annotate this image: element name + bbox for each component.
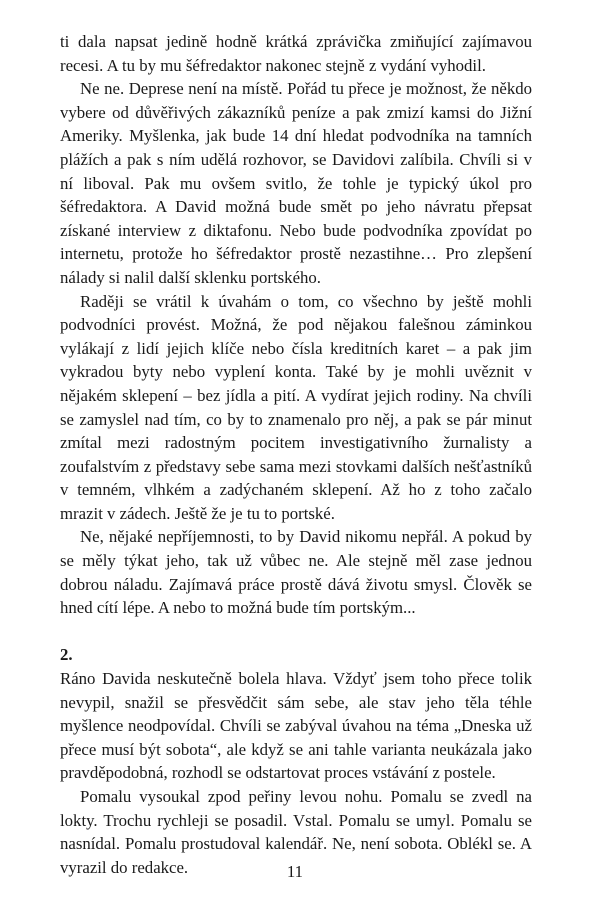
paragraph-3: Raději se vrátil k úvahám o tom, co všechno by ještě mohli podvodníci provést. Možná, že pod nějakou falešnou záminkou vylákají z lidí jejich klíče nebo čísla kreditních karet – a pak jim vykradou byty nebo vyplení konta. Také by je mohli uvěznit v nějakém sklepení – bez jídla a pití. A vydírat jejich rodiny. Na chvíli se zamyslel nad tím, co by to znamenalo pro něj, a pak se pár minut zmítal mezi radostným pocitem investigativního žurnalisty a zoufalstvím z představy sebe sama mezi stovkami dalších nešťastníků v temném, vlhkém a zadýchaném sklepení. Až ho z toho začalo mrazit v zádech. Ještě že je tu to portské. xyxy=(60,291,532,523)
paragraph-1: ti dala napsat jedině hodně krátká zprávička zmiňující zajímavou recesi. A tu by mu šéfredaktor nakonec stejně z vydání vyhodil. xyxy=(60,32,532,75)
paragraph-5: Ráno Davida neskutečně bolela hlava. Vždyť jsem toho přece tolik nevypil, snažil se přesvědčit sám sebe, ale stav jeho těla téhle myšlence neodpovídal. Chvíli se zabýval úvahou na téma „Dneska už přece musí být sobota“, ale když se ani tahle varianta neukázala jako pravděpodobná, rozhodl se odstartovat proces vstávání z postele. xyxy=(60,669,532,783)
page-number: 11 xyxy=(286,862,304,881)
paragraph-6: Pomalu vysoukal zpod peřiny levou nohu. Pomalu se zvedl na lokty. Trochu rychleji se posadil. Vstal. Pomalu se umyl. Pomalu se nasnídal. Pomalu prostudoval kalendář. Ne, není sobota. Oblékl se. A vyrazil do redakce. xyxy=(60,787,532,877)
paragraph-2: Ne ne. Deprese není na místě. Pořád tu přece je možnost, že někdo vybere od důvěřivých zákazníků peníze a pak zmizí kamsi do Jižní Ameriky. Myšlenka, jak bude 14 dní hledat podvodníka na tamních plážích a pak s ním udělá rozhovor, se Davidovi zalíbila. Chvíli si v ní liboval. Pak mu ovšem svitlo, že tohle je typický úkol pro šéfredaktora. A David možná bude smět po jeho návratu přepsat získané interview z diktafonu. Nebo bude podvodníka zpovídat po internetu, protože ho šéfredaktor prostě nezastihne… Pro zlepšení nálady si nalil další sklenku portského. xyxy=(60,79,532,287)
chapter-number: 2. xyxy=(60,645,73,665)
page-body xyxy=(60,30,532,879)
paragraph-4: Ne, nějaké nepříjemnosti, to by David nikomu nepřál. A pokud by se měly týkat jeho, tak už vůbec ne. Ale stejně měl zase jednou dobrou náladu. Zajímavá práce prostě dává životu smysl. Člověk se hned cítí lépe. A nebo to možná bude tím portským... xyxy=(60,527,532,618)
